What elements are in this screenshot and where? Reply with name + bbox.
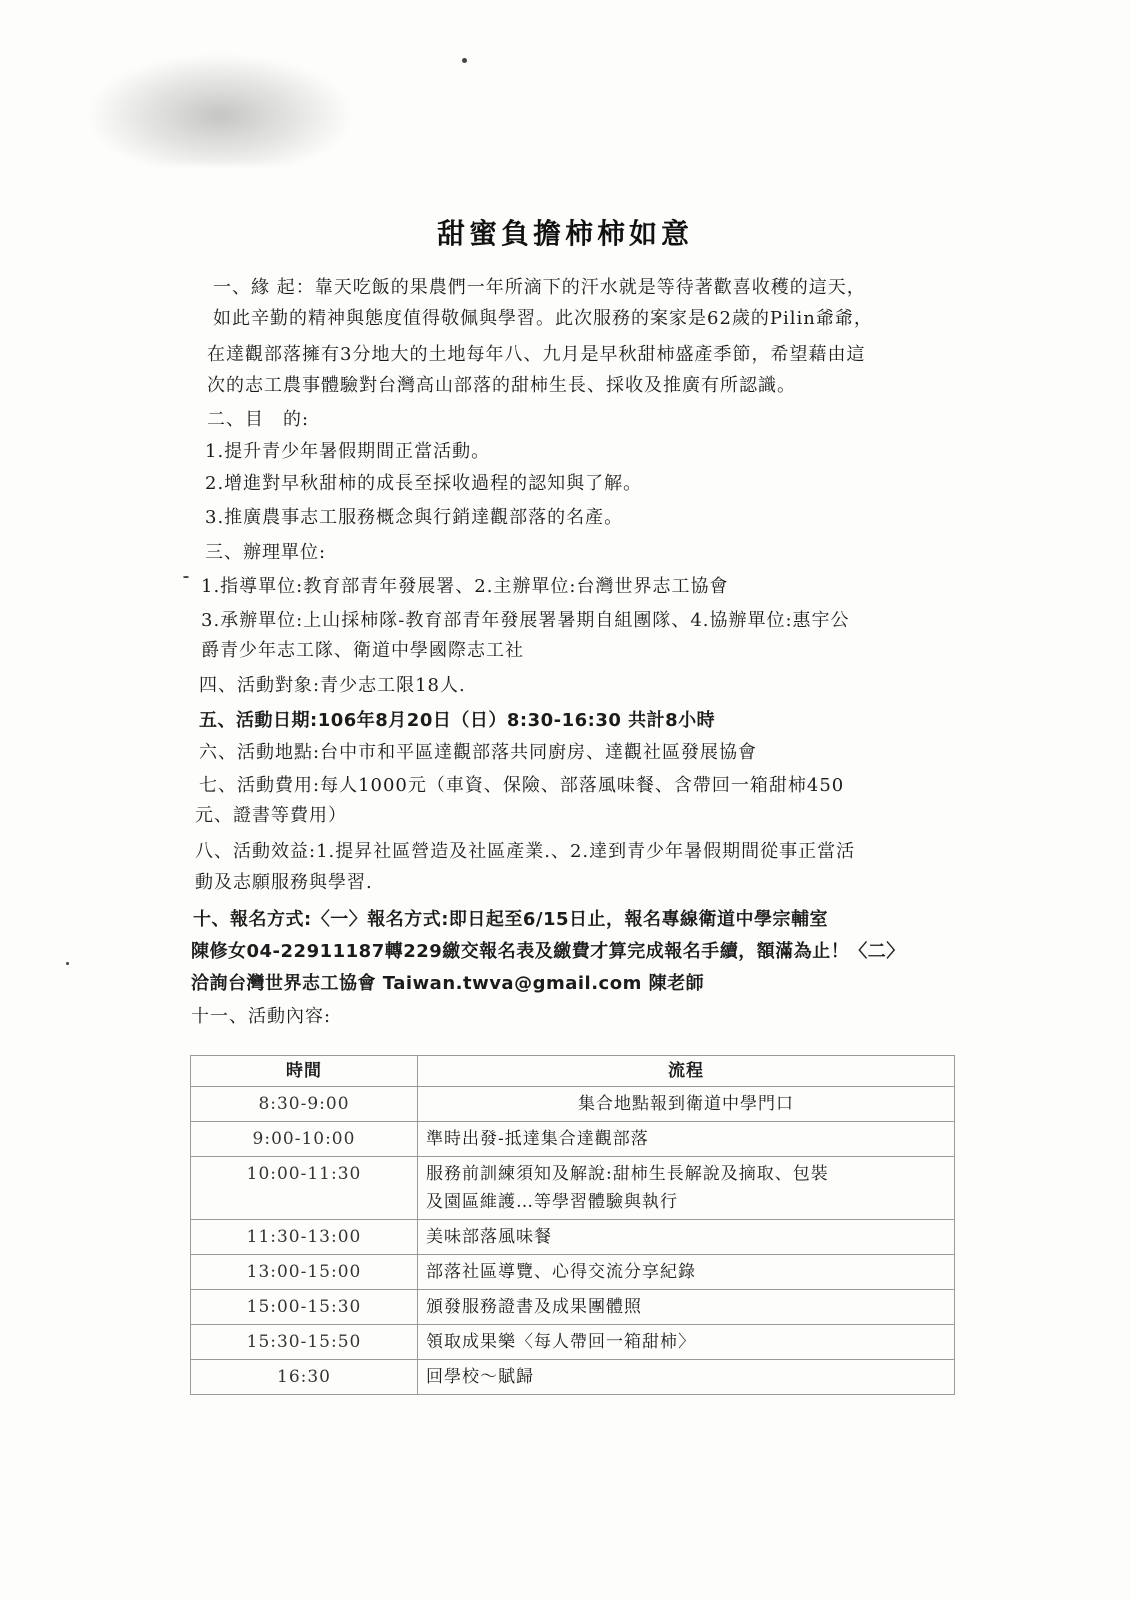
text-line: 七、活動費用:每人1000元（車資、保險、部落風味餐、含帶回一箱甜柿450 bbox=[199, 775, 845, 796]
time-cell: 11:30-13:00 bbox=[191, 1220, 418, 1255]
flow-cell: 集合地點報到衛道中學門口 bbox=[418, 1087, 955, 1122]
text-line: 陳修女04-22911187轉229繳交報名表及繳費才算完成報名手續，額滿為止！〈二〉 bbox=[191, 941, 905, 962]
text-line: 3.推廣農事志工服務概念與行銷達觀部落的名產。 bbox=[205, 507, 624, 528]
text-line: 1.提升青少年暑假期間正當活動。 bbox=[205, 441, 491, 462]
table-row bbox=[191, 1122, 955, 1157]
time-cell: 15:30-15:50 bbox=[191, 1325, 418, 1360]
text-line: 洽詢台灣世界志工協會 Taiwan.twva@gmail.com 陳老師 bbox=[191, 973, 705, 994]
text-line: 十一、活動內容: bbox=[191, 1006, 332, 1027]
text-line: 六、活動地點:台中市和平區達觀部落共同廚房、達觀社區發展協會 bbox=[199, 742, 758, 763]
text-line: 1.指導單位:教育部青年發展署、2.主辦單位:台灣世界志工協會 bbox=[201, 576, 729, 597]
time-cell: 15:00-15:30 bbox=[191, 1290, 418, 1325]
text-line: 次的志工農事體驗對台灣高山部落的甜柿生長、採收及推廣有所認識。 bbox=[207, 375, 796, 396]
text-line: 2.增進對早秋甜柿的成長至採收過程的認知與了解。 bbox=[205, 473, 643, 494]
text-line: 八、活動效益:1.提昇社區營造及社區產業.、2.達到青少年暑假期間從事正當活 bbox=[195, 841, 856, 862]
text-line: 3.承辦單位:上山採柿隊-教育部青年發展署暑期自組團隊、4.協辦單位:惠宇公 bbox=[201, 610, 850, 631]
time-cell: 10:00-11:30 bbox=[191, 1157, 418, 1220]
schedule-header-row bbox=[191, 1056, 955, 1087]
flow-cell: 部落社區導覽、心得交流分享紀錄 bbox=[418, 1255, 955, 1290]
flow-cell bbox=[418, 1157, 955, 1220]
text-line: 三、辦理單位: bbox=[205, 542, 327, 563]
table-row bbox=[191, 1157, 955, 1220]
scan-smudge bbox=[90, 55, 350, 165]
table-row bbox=[191, 1360, 955, 1395]
table-row bbox=[191, 1290, 955, 1325]
flow-cell-line: 及園區維護…等學習體驗與執行 bbox=[426, 1192, 678, 1212]
text-line: 在達觀部落擁有3分地大的土地每年八、九月是早秋甜柿盛產季節，希望藉由這 bbox=[207, 344, 866, 365]
text-line: 元、證書等費用） bbox=[195, 805, 347, 826]
document-title: 甜蜜負擔柿柿如意 bbox=[436, 217, 693, 250]
text-line: 動及志願服務與學習. bbox=[195, 872, 373, 893]
text-line: 爵青少年志工隊、衛道中學國際志工社 bbox=[201, 640, 524, 661]
flow-cell: 美味部落風味餐 bbox=[418, 1220, 955, 1255]
time-cell: 16:30 bbox=[191, 1360, 418, 1395]
schedule-table bbox=[190, 1055, 955, 1395]
table-row bbox=[191, 1255, 955, 1290]
flow-cell: 領取成果樂〈每人帶回一箱甜柿〉 bbox=[418, 1325, 955, 1360]
table-row bbox=[191, 1220, 955, 1255]
text-line: 十、報名方式:〈一〉報名方式:即日起至6/15日止，報名專線衛道中學宗輔室 bbox=[193, 909, 829, 930]
flow-column-header: 流程 bbox=[418, 1056, 955, 1087]
time-cell: 8:30-9:00 bbox=[191, 1087, 418, 1122]
time-cell: 13:00-15:00 bbox=[191, 1255, 418, 1290]
flow-cell: 頒發服務證書及成果團體照 bbox=[418, 1290, 955, 1325]
scan-speck bbox=[66, 962, 69, 965]
flow-cell: 回學校～賦歸 bbox=[418, 1360, 955, 1395]
scan-speck bbox=[183, 576, 189, 578]
flow-cell: 準時出發-抵達集合達觀部落 bbox=[418, 1122, 955, 1157]
text-line: 五、活動日期:106年8月20日（日）8:30-16:30 共計8小時 bbox=[199, 710, 716, 731]
text-line: 一、緣 起：靠天吃飯的果農們一年所滴下的汗水就是等待著歡喜收穫的這天， bbox=[213, 277, 866, 298]
text-line: 四、活動對象:青少志工限18人. bbox=[199, 675, 466, 696]
table-row bbox=[191, 1087, 955, 1122]
text-line: 二、目 的: bbox=[207, 409, 310, 430]
time-column-header: 時間 bbox=[191, 1056, 418, 1087]
table-row bbox=[191, 1325, 955, 1360]
time-cell: 9:00-10:00 bbox=[191, 1122, 418, 1157]
scan-speck bbox=[462, 58, 467, 63]
flow-cell-line: 服務前訓練須知及解說:甜柿生長解說及摘取、包裝 bbox=[426, 1164, 829, 1184]
text-line: 如此辛勤的精神與態度值得敬佩與學習。此次服務的案家是62歲的Pilin爺爺， bbox=[213, 308, 873, 329]
